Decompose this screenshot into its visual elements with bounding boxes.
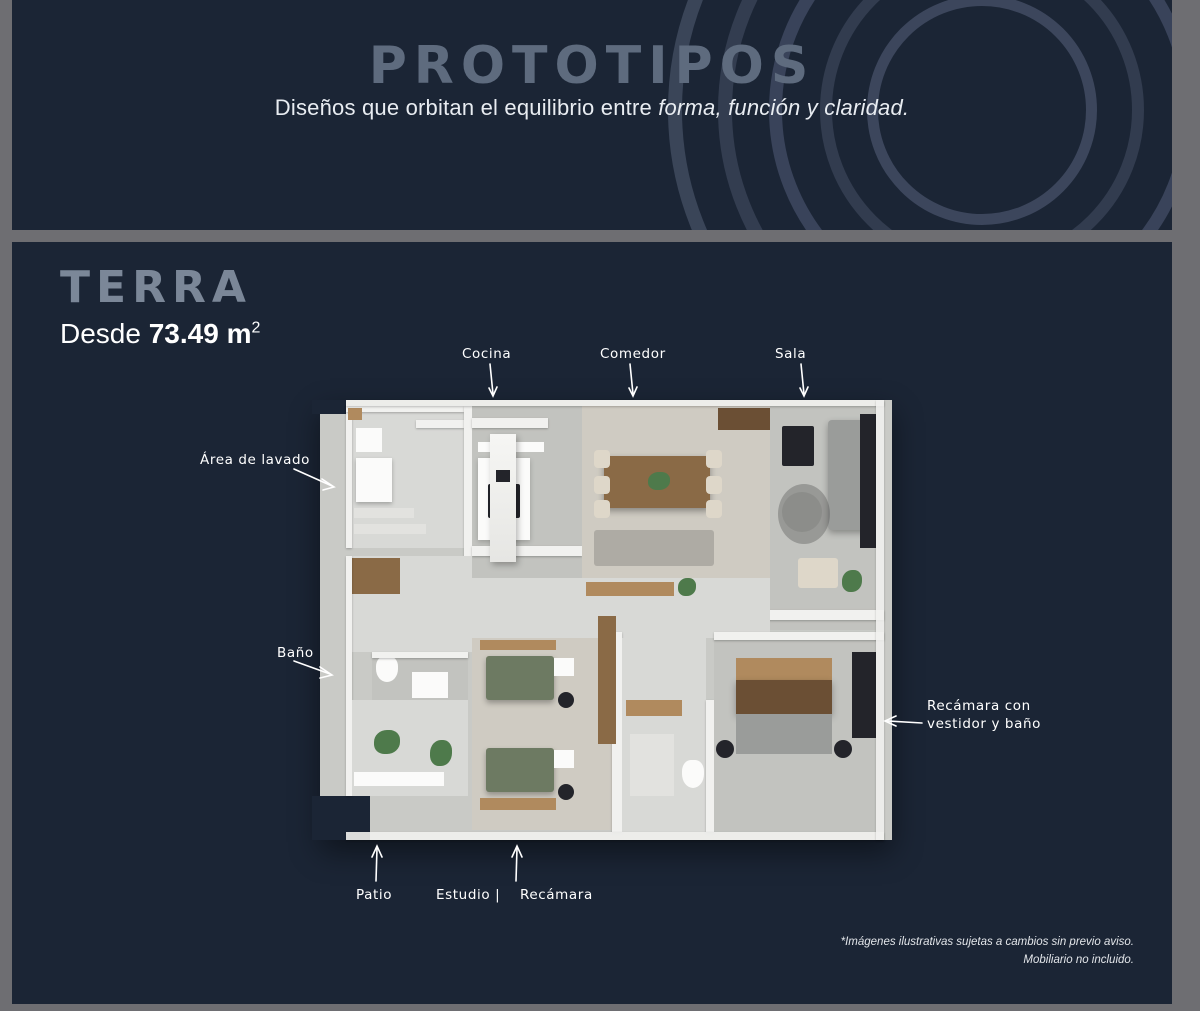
- area-unit: 2: [251, 319, 261, 337]
- study-lamp: [558, 692, 574, 708]
- corridor-wood-wall: [598, 616, 616, 744]
- patio-plant-2: [430, 740, 452, 766]
- dining-chair: [594, 476, 610, 494]
- dining-chair: [706, 500, 722, 518]
- label-bano: Baño: [277, 645, 314, 661]
- bathroom-toilet: [376, 656, 398, 682]
- label-cocina: Cocina: [462, 346, 512, 362]
- label-estudio: Estudio |: [436, 887, 501, 903]
- shelf-laundry-low2: [354, 524, 426, 534]
- disclaimer: [841, 934, 1134, 970]
- appliance-washer: [356, 458, 392, 502]
- master-bed: [736, 714, 832, 754]
- counter-kitchen-top: [472, 418, 548, 428]
- header-panel: [12, 0, 1172, 230]
- wall-kitchen-bottom: [472, 546, 582, 556]
- bedroom-pillow: [554, 750, 574, 768]
- living-plant: [842, 570, 862, 592]
- arrow-cocina: [490, 364, 493, 394]
- prototype-area: [60, 318, 260, 350]
- arrow-recamara-vestidor: [888, 721, 922, 723]
- label-comedor: Comedor: [600, 346, 666, 362]
- page-subtitle: [12, 95, 1172, 121]
- bedroom-lamp: [558, 784, 574, 800]
- page-margin-right: [1172, 0, 1200, 1011]
- floor-plan-image: [312, 400, 892, 845]
- prototype-name: TERRA: [60, 262, 252, 313]
- master-lamp-right: [834, 740, 852, 758]
- master-lamp-left: [716, 740, 734, 758]
- dining-credenza: [718, 408, 772, 430]
- wall-master-top: [714, 632, 884, 640]
- wall-laundry-top: [346, 406, 464, 412]
- study-pillow: [554, 658, 574, 676]
- dining-rug: [594, 530, 714, 566]
- label-patio: Patio: [356, 887, 393, 903]
- arrow-comedor: [630, 364, 633, 394]
- wall-laundry-left: [346, 406, 352, 548]
- bedroom-dresser: [480, 798, 556, 810]
- disclaimer-line-2: Mobiliario no incluido.: [1023, 954, 1134, 967]
- subtitle-prefix: Diseños que orbitan el equilibrio entre: [274, 95, 659, 120]
- arrow-recamara: [516, 848, 517, 881]
- dining-chair: [706, 450, 722, 468]
- wall-living-bottom: [752, 610, 884, 620]
- wall-corridor-right: [706, 700, 714, 832]
- wall-bathroom-top: [372, 652, 468, 658]
- master-bed-throw: [736, 680, 832, 714]
- living-armchair: [798, 558, 838, 588]
- wall-plan-top: [346, 400, 884, 406]
- kitchen-cooktop: [496, 470, 510, 482]
- detail-wood-laundry: [348, 408, 362, 420]
- master-headboard: [736, 658, 832, 680]
- wall-laundry-kitchen: [464, 406, 472, 556]
- arrow-sala: [801, 364, 804, 394]
- corridor-toilet: [682, 760, 704, 788]
- label-recamara: Recámara: [520, 887, 593, 903]
- patio-step: [354, 772, 444, 786]
- wall-plan-bottom: [346, 832, 884, 840]
- page-margin-bottom: [0, 1004, 1200, 1011]
- stairs: [630, 734, 674, 796]
- page-margin-left: [0, 0, 12, 1011]
- corridor-step: [626, 700, 682, 716]
- bedroom-bed: [486, 748, 554, 792]
- arrow-patio: [376, 848, 377, 881]
- living-tv: [782, 426, 814, 466]
- dining-chair: [594, 450, 610, 468]
- page-title: PROTOTIPOS: [368, 36, 816, 96]
- dining-chair: [594, 500, 610, 518]
- patio-plant-1: [374, 730, 400, 754]
- hall-console: [586, 582, 674, 596]
- bathroom-vanity: [412, 672, 448, 698]
- living-coffee-table: [782, 492, 822, 532]
- label-sala: Sala: [775, 346, 807, 362]
- disclaimer-line-1: *Imágenes ilustrativas sujetas a cambios sin previo aviso.: [840, 936, 1134, 949]
- master-window: [852, 652, 876, 738]
- prototype-panel: [12, 242, 1172, 1004]
- area-value: 73.49 m: [148, 318, 252, 349]
- living-window-wall: [860, 414, 876, 548]
- panel-gap: [12, 230, 1172, 242]
- dining-chair: [706, 476, 722, 494]
- shelf-laundry-low: [354, 508, 414, 518]
- shelf-laundry-upper: [416, 420, 464, 428]
- appliance-sink: [356, 428, 382, 452]
- dining-plant: [648, 472, 670, 490]
- label-area-lavado: Área de lavado: [200, 452, 311, 468]
- kitchen-island: [490, 434, 516, 562]
- area-prefix: Desde: [60, 318, 149, 349]
- subtitle-italic: forma, función y claridad.: [658, 95, 910, 120]
- door-left: [348, 558, 400, 594]
- study-headboard: [480, 640, 556, 650]
- study-bed: [486, 656, 554, 700]
- hall-plant: [678, 578, 696, 596]
- plan-notch-top-left: [312, 400, 346, 414]
- label-recamara-vestidor: Recámara con vestidor y baño: [927, 698, 1041, 733]
- wall-plan-right: [876, 400, 884, 840]
